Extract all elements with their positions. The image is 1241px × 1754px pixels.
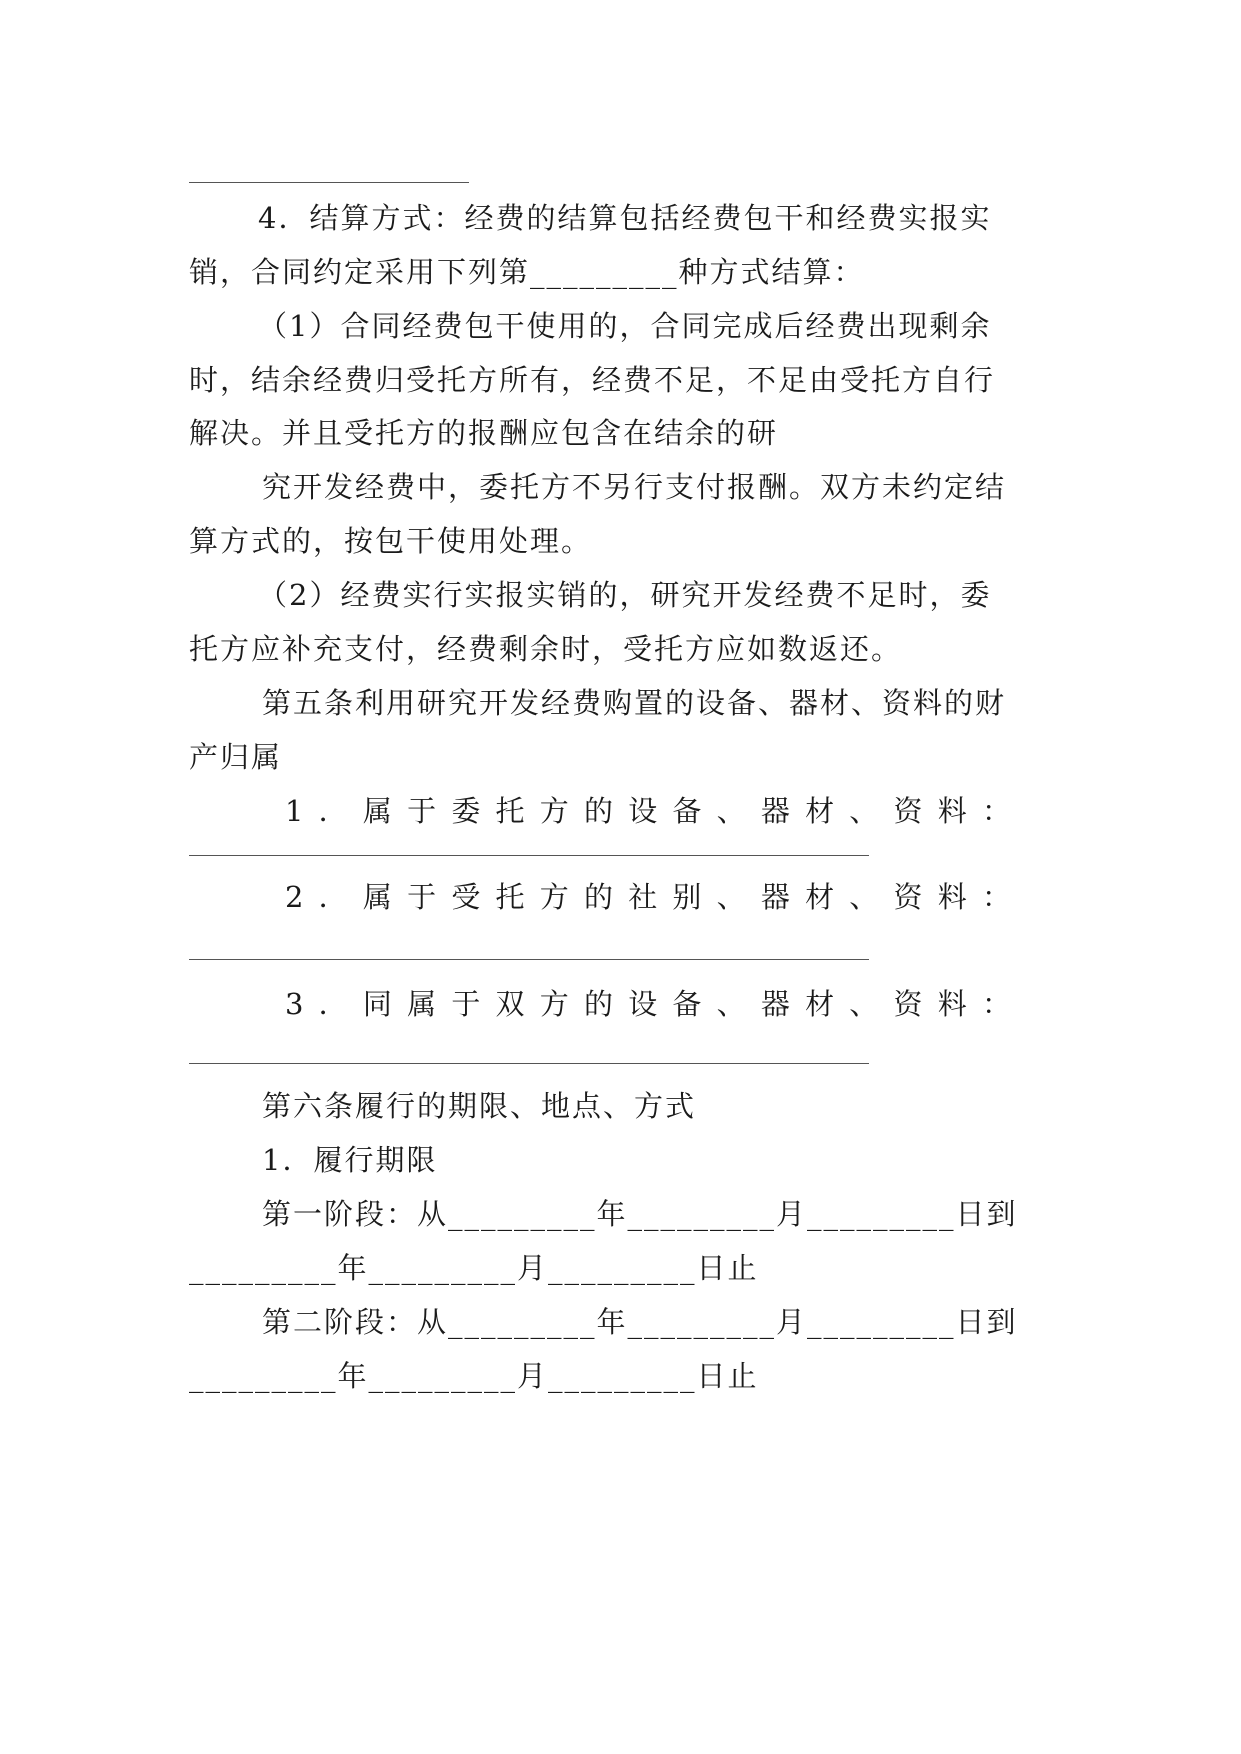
stage-1-line-2: _________年_________月_________日止 <box>189 1251 759 1285</box>
article-5-item-1: 1 ． 属 于 委 托 方 的 设 备 、 器 材 、 资 料 ： <box>285 794 1014 828</box>
stage-2-line-1: 第二阶段：从_________年_________月_________日到 <box>262 1305 1018 1339</box>
option-2-line-2: 托方应补充支付，经费剩余时，受托方应如数返还。 <box>189 632 903 666</box>
article-6-item-1-heading: 1．履行期限 <box>262 1143 438 1177</box>
clause-4-settlement-line-2: 销，合同约定采用下列第_________种方式结算： <box>189 255 865 289</box>
option-2-line-1: （2）经费实行实报实销的，研究开发经费不足时，委 <box>258 578 992 612</box>
article-5-item-1-blank <box>189 855 869 856</box>
article-6-heading: 第六条履行的期限、地点、方式 <box>262 1089 697 1123</box>
option-1-line-1: （1）合同经费包干使用的，合同完成后经费出现剩余 <box>258 309 992 343</box>
article-5-heading-line-1: 第五条利用研究开发经费购置的设备、器材、资料的财 <box>262 686 1007 720</box>
option-1-line-2: 时，结余经费归受托方所有，经费不足，不足由受托方自行 <box>189 363 996 397</box>
stage-2-line-2: _________年_________月_________日止 <box>189 1359 759 1393</box>
clause-4-settlement-line-1: 4．结算方式：经费的结算包括经费包干和经费实报实 <box>258 201 992 235</box>
article-5-item-2-blank <box>189 959 869 960</box>
article-5-item-2: 2 ． 属 于 受 托 方 的 社 别 、 器 材 、 资 料 ： <box>285 880 1014 914</box>
top-blank-rule <box>189 182 469 183</box>
option-1-line-5: 算方式的，按包干使用处理。 <box>189 524 593 558</box>
option-1-line-4: 究开发经费中，委托方不另行支付报酬。双方未约定结 <box>262 470 1007 504</box>
option-1-line-3: 解决。并且受托方的报酬应包含在结余的研 <box>189 416 779 450</box>
article-5-item-3: 3 ． 同 属 于 双 方 的 设 备 、 器 材 、 资 料 ： <box>285 987 1014 1021</box>
stage-1-line-1: 第一阶段：从_________年_________月_________日到 <box>262 1197 1018 1231</box>
article-5-item-3-blank <box>189 1063 869 1064</box>
article-5-heading-line-2: 产归属 <box>189 740 283 774</box>
